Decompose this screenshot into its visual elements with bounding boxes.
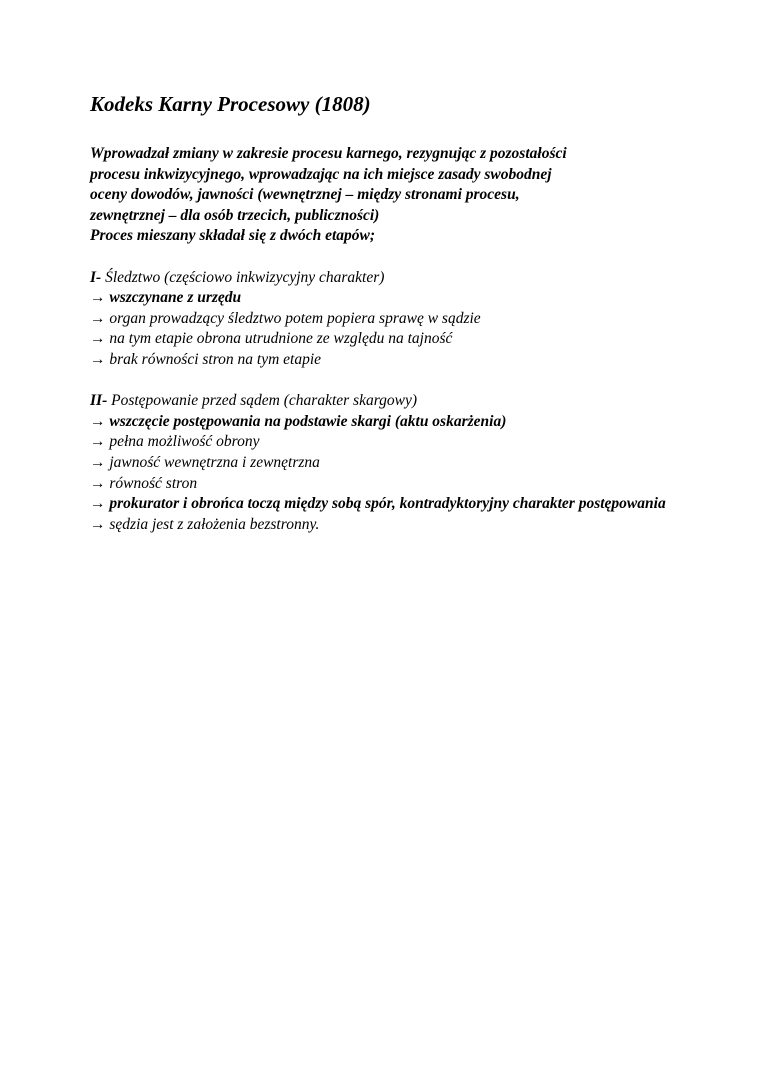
stage-2-item: → prokurator i obrońca toczą między sobą spór, kontradyktoryjny charakter postępowania (90, 495, 666, 513)
stage-1-item: → na tym etapie obrona utrudnione ze względu na tajność (90, 330, 453, 348)
stage-2-number: II- (90, 392, 108, 410)
intro-line: Wprowadzał zmiany w zakresie procesu karnego, rezygnując z pozostałości (90, 145, 567, 162)
stage-2-section (90, 391, 680, 535)
stage-1-item: → brak równości stron na tym etapie (90, 350, 322, 368)
paragraph-spacer (90, 247, 680, 268)
stage-1-title: Śledztwo (częściowo inkwizycyjny charakter) (105, 268, 385, 286)
stage-1-heading (90, 268, 680, 289)
stage-1-section (90, 268, 680, 371)
stage-1-item: → wszczynane z urzędu (90, 289, 242, 307)
document-title: Kodeks Karny Procesowy (1808) (90, 92, 371, 116)
intro-line: oceny dowodów, jawności (wewnętrznej – między stronami procesu, (90, 186, 520, 204)
stage-2-heading (90, 391, 680, 412)
document-content (90, 90, 680, 535)
stage-2-item: → wszczęcie postępowania na podstawie skargi (aktu oskarżenia) (90, 412, 507, 430)
intro-line: Proces mieszany składał się z dwóch etapów; (90, 227, 376, 245)
intro-line: procesu inkwizycyjnego, wprowadzając na ich miejsce zasady swobodnej (90, 165, 552, 183)
stage-2-item: → jawność wewnętrzna i zewnętrzna (90, 453, 320, 471)
stage-2-title: Postępowanie przed sądem (charakter skargowy) (111, 392, 418, 410)
stage-1-item: → organ prowadzący śledztwo potem popiera sprawę w sądzie (90, 309, 481, 327)
stage-2-item: → sędzia jest z założenia bezstronny. (90, 515, 320, 533)
intro-line: zewnętrznej – dla osób trzecich, publiczności) (90, 206, 380, 224)
stage-1-number: I- (90, 268, 102, 286)
intro-paragraph (90, 144, 680, 247)
stage-2-item: → pełna możliwość obrony (90, 433, 260, 451)
paragraph-spacer (90, 371, 680, 392)
stage-2-item: → równość stron (90, 474, 198, 492)
